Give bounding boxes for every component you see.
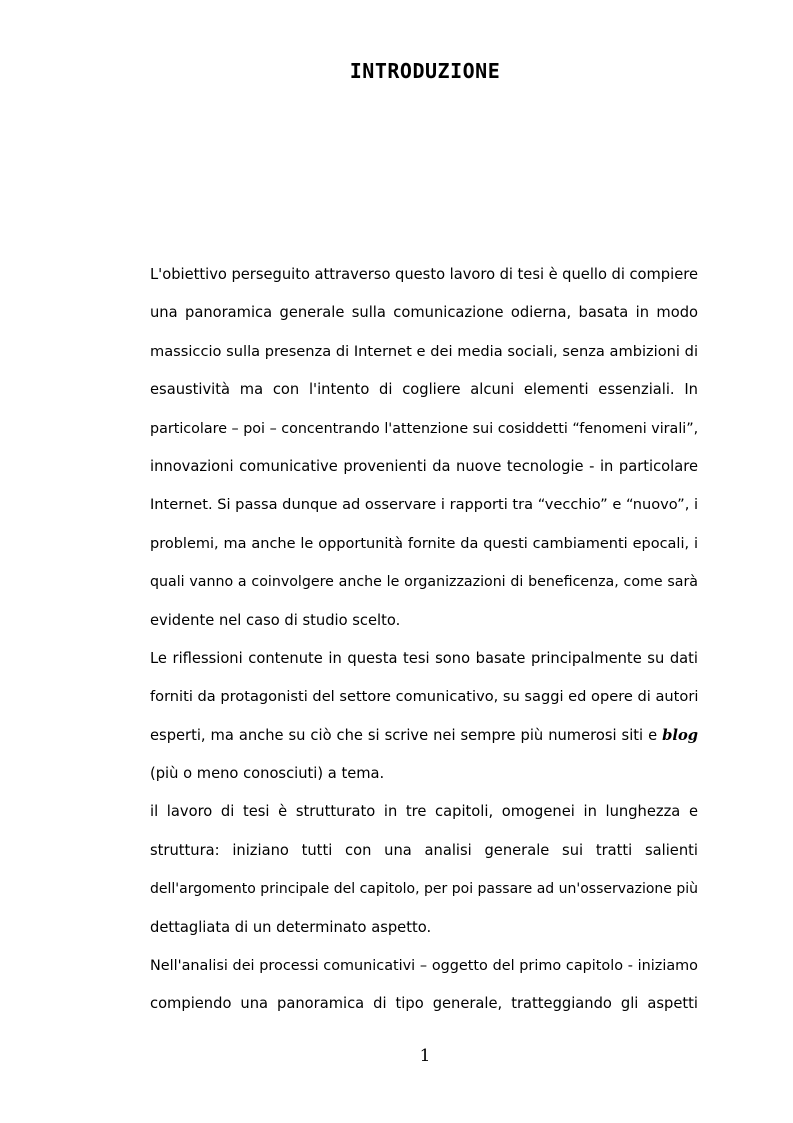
text-line: innovazioni comunicative provenienti da nuove tecnologie - in particolare [150, 457, 698, 475]
emphasized-word: blog [662, 726, 699, 744]
text-segment: esperti, ma anche su ciò che si scrive nei sempre più numerosi siti e [150, 726, 658, 744]
text-line: problemi, ma anche le opportunità fornite da questi cambiamenti epocali, i [150, 535, 698, 552]
paragraph [150, 256, 698, 640]
body-text [150, 256, 698, 1024]
text-line: Le riflessioni contenute in questa tesi sono basate principalmente su dati [150, 649, 698, 667]
paragraph [150, 793, 698, 947]
text-line: Nell'analisi dei processi comunicativi – oggetto del primo capitolo - iniziamo [150, 958, 698, 975]
text-line: massiccio sulla presenza di Internet e dei media sociali, senza ambizioni di [150, 342, 698, 360]
text-line: quali vanno a coinvolgere anche le organizzazioni di beneficenza, come sarà [150, 574, 698, 591]
text-line: una panoramica generale sulla comunicazione odierna, basata in modo [150, 304, 698, 322]
paragraph [150, 947, 698, 1024]
text-line: dettagliata di un determinato aspetto. [150, 918, 432, 936]
page-number: 1 [419, 1046, 431, 1066]
text-line: struttura: iniziano tutti con una analisi generale sui tratti salienti [150, 841, 698, 859]
text-line: evidente nel caso di studio scelto. [150, 611, 401, 629]
text-line: Internet. Si passa dunque ad osservare i rapporti tra “vecchio” e “nuovo”, i [150, 496, 699, 514]
text-line-with-emphasis [150, 717, 698, 755]
text-line: esaustività ma con l'intento di cogliere alcuni elementi essenziali. In [150, 381, 698, 399]
paragraph [150, 640, 698, 794]
text-line: particolare – poi – concentrando l'attenzione sui cosiddetti “fenomeni virali”, [150, 420, 699, 437]
text-line: forniti da protagonisti del settore comunicativo, su saggi ed opere di autori [150, 688, 699, 706]
text-line: compiendo una panoramica di tipo generale, tratteggiando gli aspetti [150, 995, 698, 1013]
text-line: dell'argomento principale del capitolo, per poi passare ad un'osservazione più [150, 881, 698, 898]
text-line: (più o meno conosciuti) a tema. [150, 765, 385, 783]
page-title: INTRODUZIONE [349, 59, 501, 83]
text-line: il lavoro di tesi è strutturato in tre capitoli, omogenei in lunghezza e [150, 803, 698, 821]
text-line: L'obiettivo perseguito attraverso questo lavoro di tesi è quello di compiere [150, 266, 698, 283]
